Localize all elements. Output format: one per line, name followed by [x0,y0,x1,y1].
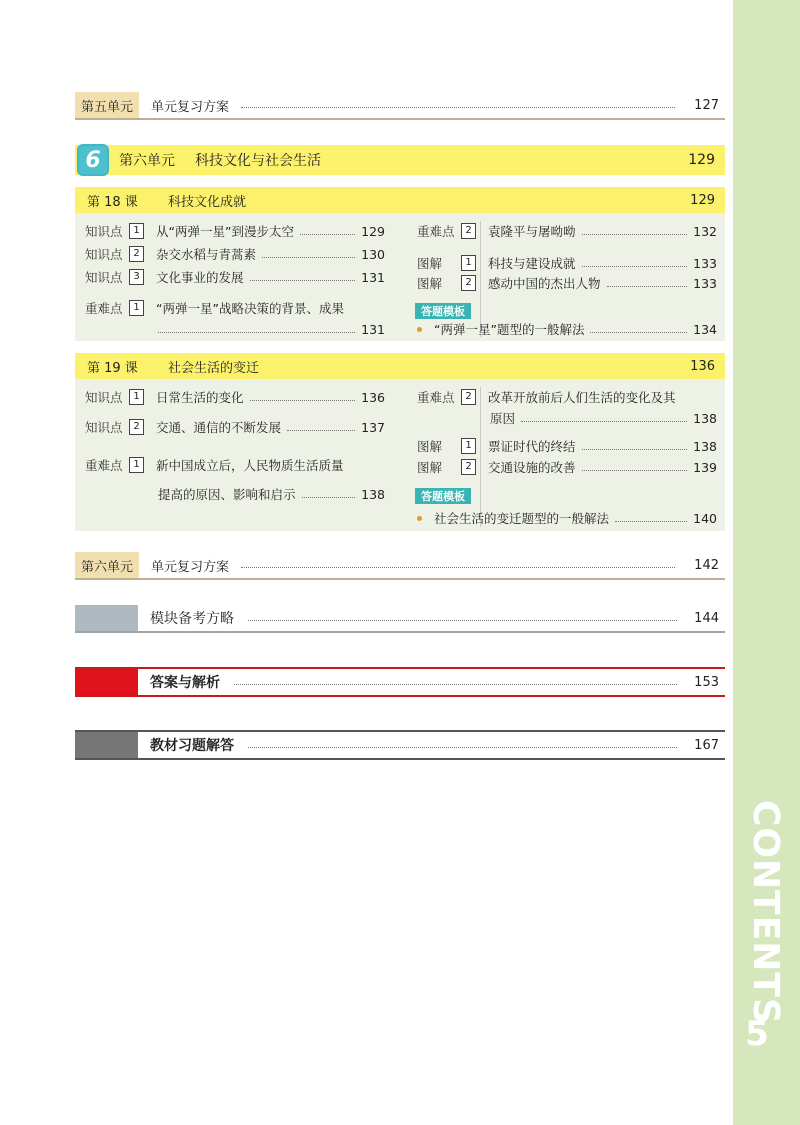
row-tag: 知识点 [85,420,123,435]
row-number-box: 1 [129,389,144,405]
row-tag: 知识点 [85,224,123,239]
contents-word: CONTENTS [745,800,786,1025]
row-title: 杂交水稻与青蒿素 [156,247,257,262]
section-color-block [75,669,138,695]
lesson19-header[interactable] [75,353,725,379]
row-number-box: 2 [461,389,476,405]
row-tag: 图解 [417,439,443,454]
row-number-box: 2 [129,246,144,262]
toc-row[interactable] [417,254,717,272]
section-title: 教材习题解答 [150,738,234,754]
row-tag: 知识点 [85,270,123,285]
leader-dots [250,280,356,281]
toc-row[interactable] [417,437,717,455]
unit5-review-entry[interactable] [75,92,725,120]
leader-dots [300,234,355,235]
unit5-review-title: 单元复习方案 [151,99,230,115]
bullet-icon [417,327,422,332]
unit5-tab: 第五单元 [75,92,139,118]
row-title-continuation: 原因 [490,411,516,426]
page-number: 5 [745,1014,769,1054]
row-title: 文化事业的发展 [156,270,244,285]
leader-dots [158,332,355,333]
leader-dots [302,497,356,498]
lesson19-number: 第 19 课 [87,360,138,376]
leader-dots [582,470,688,471]
answer-template-badge: 答题模板 [415,488,471,504]
row-title: “两弹一星”战略决策的背景、成果 [156,301,344,316]
toc-row[interactable] [417,509,717,527]
section-page: 144 [694,610,719,626]
row-title: 社会生活的变迁题型的一般解法 [434,511,610,526]
row-title: 感动中国的杰出人物 [488,276,601,291]
unit6-number-badge: 6 [77,144,109,176]
row-number-box: 1 [129,457,144,473]
lesson18-title: 科技文化成就 [168,194,247,210]
leader-dots [615,521,687,522]
row-title: 交通、通信的不断发展 [156,420,282,435]
textbook-exercises-entry[interactable] [75,730,725,760]
leader-dots [582,449,688,450]
section-title: 模块备考方略 [150,611,234,627]
row-page: 133 [693,275,717,291]
leader-dots [287,430,355,431]
row-title: 从“两弹一星”到漫步太空 [156,224,294,239]
row-number-box: 1 [129,300,144,316]
toc-row[interactable] [85,456,385,474]
leader-dots [241,107,675,108]
row-title: 日常生活的变化 [156,390,244,405]
unit6-tab: 第六单元 [75,552,139,578]
unit6-review-title: 单元复习方案 [151,559,230,575]
section-color-block [75,605,138,631]
row-title: “两弹一星”题型的一般解法 [434,322,585,337]
row-number-box: 3 [129,269,144,285]
row-tag: 知识点 [85,390,123,405]
row-page: 130 [361,246,385,262]
row-page: 129 [361,223,385,239]
row-tag: 图解 [417,460,443,475]
leader-dots [582,234,688,235]
leader-dots [248,620,677,621]
toc-row[interactable] [417,320,717,338]
toc-row[interactable] [417,388,717,406]
toc-row-continuation[interactable] [158,320,385,338]
section-page: 167 [694,737,719,753]
toc-row[interactable] [85,268,385,286]
lesson19-title: 社会生活的变迁 [168,360,260,376]
section-page: 153 [694,674,719,690]
section-title: 答案与解析 [150,675,220,691]
column-divider [480,387,481,527]
row-tag: 重难点 [417,224,455,239]
leader-dots [521,421,687,422]
row-page: 138 [693,438,717,454]
row-number-box: 1 [129,223,144,239]
row-tag: 重难点 [85,458,123,473]
row-title: 票证时代的终结 [488,439,576,454]
row-page: 139 [693,459,717,475]
unit5-review-page: 127 [694,97,719,113]
lesson19-page: 136 [690,358,715,374]
row-tag: 重难点 [85,301,123,316]
row-number-box: 2 [129,419,144,435]
leader-dots [582,266,688,267]
row-page: 133 [693,255,717,271]
row-page: 131 [361,321,385,337]
row-page: 138 [693,410,717,426]
unit6-review-entry[interactable] [75,552,725,580]
section-color-block [75,732,138,758]
leader-dots [607,286,688,287]
lesson18-number: 第 18 课 [87,194,138,210]
exam-strategy-entry[interactable] [75,605,725,633]
toc-row[interactable] [417,458,717,476]
row-title: 科技与建设成就 [488,256,576,271]
row-page: 136 [361,389,385,405]
leader-dots [590,332,687,333]
leader-dots [262,257,355,258]
row-number-box: 2 [461,275,476,291]
leader-dots [241,567,675,568]
toc-row[interactable] [85,245,385,263]
toc-row[interactable] [85,222,385,240]
row-page: 138 [361,486,385,502]
toc-row[interactable] [85,388,385,406]
answers-entry[interactable] [75,667,725,697]
unit6-title: 科技文化与社会生活 [195,153,321,169]
unit6-review-page: 142 [694,557,719,573]
row-tag: 知识点 [85,247,123,262]
row-title-continuation: 提高的原因、影响和启示 [158,487,296,502]
leader-dots [250,400,356,401]
row-number-box: 1 [461,438,476,454]
bullet-icon [417,516,422,521]
lesson18-page: 129 [690,192,715,208]
row-number-box: 2 [461,459,476,475]
row-title: 交通设施的改善 [488,460,576,475]
row-page: 137 [361,419,385,435]
leader-dots [248,747,677,748]
row-tag: 重难点 [417,390,455,405]
toc-row[interactable] [85,418,385,436]
row-page: 132 [693,223,717,239]
lesson19-body [75,379,725,531]
row-title: 改革开放前后人们生活的变化及其 [488,390,676,405]
row-page: 140 [693,510,717,526]
unit6-page: 129 [688,152,715,168]
answer-template-badge: 答题模板 [415,303,471,319]
unit6-header[interactable] [75,145,725,175]
row-tag: 图解 [417,276,443,291]
leader-dots [234,684,677,685]
row-page: 131 [361,269,385,285]
lesson18-header[interactable] [75,187,725,213]
unit6-label: 第六单元 [119,153,175,169]
row-title: 新中国成立后，人民物质生活质量 [156,458,344,473]
row-title: 袁隆平与屠呦呦 [488,224,576,239]
row-tag: 图解 [417,256,443,271]
toc-row-continuation[interactable] [490,409,717,427]
lesson18-body [75,213,725,341]
row-number-box: 2 [461,223,476,239]
toc-row[interactable] [417,274,717,292]
toc-row[interactable] [85,299,385,317]
toc-row[interactable] [417,222,717,240]
row-page: 134 [693,321,717,337]
row-number-box: 1 [461,255,476,271]
toc-row-continuation[interactable] [158,485,385,503]
